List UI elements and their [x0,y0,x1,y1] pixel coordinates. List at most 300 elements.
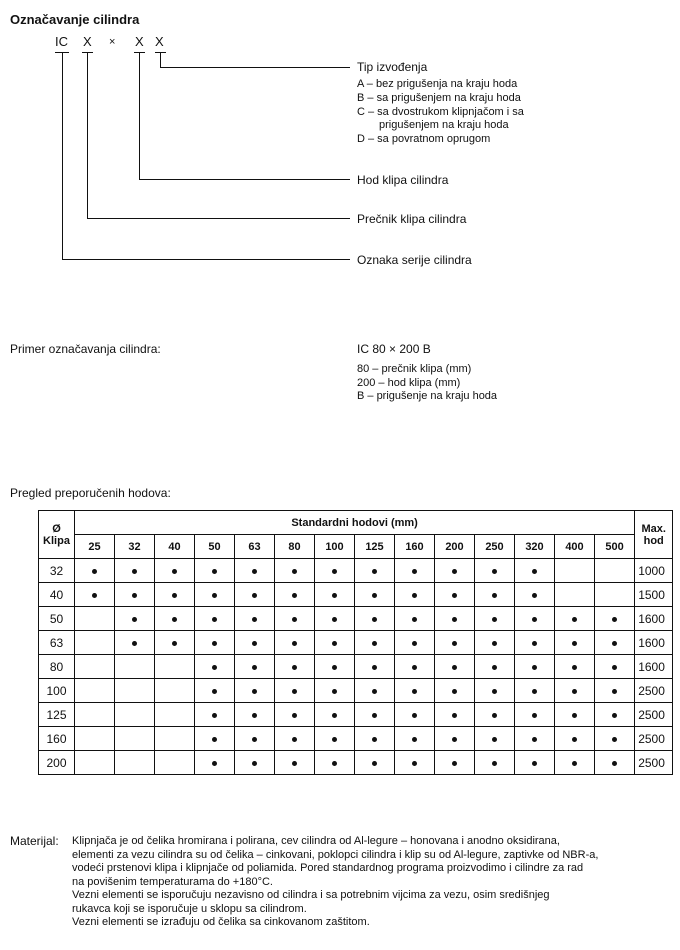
stroke-cell [195,703,235,727]
stroke-cell [595,679,635,703]
stroke-cell [315,631,355,655]
stroke-cell [275,631,315,655]
type-title: Tip izvođenja [357,60,428,74]
stroke-cell [235,679,275,703]
stroke-cell [395,679,435,703]
available-dot-icon [532,713,537,718]
available-dot-icon [572,689,577,694]
available-dot-icon [332,713,337,718]
available-dot-icon [412,713,417,718]
stroke-cell [235,703,275,727]
stroke-table-body [39,559,673,775]
stroke-cell [115,655,155,679]
max-stroke-cell: 1500 [635,583,673,607]
example-line-type: B – prigušenje na kraju hoda [357,390,498,402]
stroke-cell [355,751,395,775]
table-row [39,559,673,583]
stroke-cell [75,583,115,607]
max-stroke-cell: 2500 [635,703,673,727]
available-dot-icon [492,689,497,694]
available-dot-icon [372,593,377,598]
stroke-cell [275,583,315,607]
max-stroke-cell: 2500 [635,751,673,775]
diameter-cell: 80 [39,655,75,679]
available-dot-icon [492,665,497,670]
available-dot-icon [412,569,417,574]
available-dot-icon [452,689,457,694]
stroke-cell [515,655,555,679]
stroke-cell [435,607,475,631]
stroke-cell [115,751,155,775]
stroke-header-cell: 200 [435,535,475,559]
available-dot-icon [572,713,577,718]
code-diameter: X [83,34,92,49]
diameter-header-label: Klipa [43,534,70,547]
available-dot-icon [612,689,617,694]
available-dot-icon [92,593,97,598]
available-dot-icon [532,665,537,670]
stroke-cell [515,751,555,775]
available-dot-icon [492,761,497,766]
available-dot-icon [252,713,257,718]
available-dot-icon [252,689,257,694]
stroke-cell [75,559,115,583]
stroke-cell [555,583,595,607]
table-row [39,583,673,607]
available-dot-icon [132,617,137,622]
available-dot-icon [372,737,377,742]
available-dot-icon [292,641,297,646]
stroke-cell [275,751,315,775]
stroke-cell [195,679,235,703]
diameter-cell: 200 [39,751,75,775]
table-row [39,703,673,727]
code-stroke: X [135,34,144,49]
stroke-cell [235,631,275,655]
stroke-cell [515,703,555,727]
stroke-cell [275,679,315,703]
stroke-cell [195,631,235,655]
available-dot-icon [492,713,497,718]
available-dot-icon [132,569,137,574]
stroke-cell [475,751,515,775]
stroke-cell [235,727,275,751]
stroke-cell [115,679,155,703]
available-dot-icon [612,761,617,766]
available-dot-icon [572,641,577,646]
stroke-cell [115,703,155,727]
available-dot-icon [292,761,297,766]
stroke-cell [115,559,155,583]
stroke-cell [515,559,555,583]
available-dot-icon [172,569,177,574]
available-dot-icon [612,737,617,742]
available-dot-icon [412,665,417,670]
stroke-header-cell: 125 [355,535,395,559]
stroke-cell [115,727,155,751]
stroke-header-cell: 32 [115,535,155,559]
leader-series-h [62,259,350,260]
available-dot-icon [452,569,457,574]
available-dot-icon [452,737,457,742]
stroke-cell [75,727,115,751]
stroke-cell [155,631,195,655]
leader-series-v [62,52,63,260]
series-label: Oznaka serije cilindra [357,253,472,267]
available-dot-icon [532,641,537,646]
available-dot-icon [252,737,257,742]
available-dot-icon [612,713,617,718]
stroke-cell [315,655,355,679]
stroke-cell [555,727,595,751]
stroke-cell [315,679,355,703]
available-dot-icon [532,761,537,766]
example-line-stroke: 200 – hod klipa (mm) [357,377,461,389]
stroke-cell [395,583,435,607]
stroke-cell [155,607,195,631]
stroke-cell [315,703,355,727]
available-dot-icon [372,665,377,670]
stroke-cell [555,607,595,631]
leader-type-v [160,52,161,68]
available-dot-icon [372,569,377,574]
designation-title: Označavanje cilindra [10,12,140,27]
type-option-b: B – sa prigušenjem na kraju hoda [357,92,521,104]
type-option-c: C – sa dvostrukom klipnjačom i sa [357,106,524,118]
stroke-cell [315,727,355,751]
available-dot-icon [452,761,457,766]
available-dot-icon [452,617,457,622]
stroke-cell [435,631,475,655]
stroke-cell [115,631,155,655]
available-dot-icon [212,737,217,742]
available-dot-icon [252,761,257,766]
available-dot-icon [132,641,137,646]
example-label: Primer označavanja cilindra: [10,342,161,356]
type-option-a: A – bez prigušenja na kraju hoda [357,78,518,90]
stroke-cell [155,751,195,775]
max-stroke-cell: 1000 [635,559,673,583]
stroke-cell [435,679,475,703]
stroke-cell [435,559,475,583]
stroke-cell [275,607,315,631]
available-dot-icon [212,665,217,670]
stroke-header-cell: 50 [195,535,235,559]
stroke-cell [515,631,555,655]
available-dot-icon [172,593,177,598]
stroke-cell [395,727,435,751]
available-dot-icon [332,569,337,574]
available-dot-icon [532,569,537,574]
table-title: Pregled preporučenih hodova: [10,486,171,500]
available-dot-icon [492,569,497,574]
diameter-cell: 40 [39,583,75,607]
table-row [39,607,673,631]
available-dot-icon [572,761,577,766]
stroke-cell [395,559,435,583]
available-dot-icon [92,569,97,574]
code-type: X [155,34,164,49]
available-dot-icon [532,617,537,622]
stroke-cell [555,631,595,655]
stroke-cell [595,655,635,679]
diameter-cell: 63 [39,631,75,655]
available-dot-icon [332,641,337,646]
available-dot-icon [212,761,217,766]
stroke-cell [475,631,515,655]
max-stroke-cell: 1600 [635,607,673,631]
diameter-cell: 160 [39,727,75,751]
stroke-cell [355,655,395,679]
leader-diameter-h [87,218,350,219]
stroke-cell [235,559,275,583]
stroke-cell [595,751,635,775]
available-dot-icon [212,617,217,622]
stroke-cell [275,727,315,751]
available-dot-icon [492,737,497,742]
stroke-cell [395,751,435,775]
max-header-line2: hod [643,534,664,547]
stroke-cell [595,583,635,607]
available-dot-icon [612,641,617,646]
available-dot-icon [252,569,257,574]
available-dot-icon [292,737,297,742]
stroke-cell [195,607,235,631]
stroke-cell [355,631,395,655]
stroke-cell [155,727,195,751]
stroke-cell [155,703,195,727]
stroke-cell [75,655,115,679]
available-dot-icon [372,689,377,694]
diameter-header [39,511,75,559]
stroke-cell [555,679,595,703]
stroke-cell [475,679,515,703]
available-dot-icon [292,593,297,598]
stroke-cell [555,655,595,679]
stroke-cell [435,751,475,775]
stroke-cell [195,559,235,583]
leader-stroke-v [139,52,140,180]
stroke-values-row [39,535,673,559]
stroke-cell [315,607,355,631]
stroke-cell [75,679,115,703]
stroke-cell [235,607,275,631]
available-dot-icon [292,617,297,622]
stroke-header-cell: 250 [475,535,515,559]
max-header-line1: Max. [641,522,666,535]
stroke-header-cell: 160 [395,535,435,559]
material-line: elementi za vezu cilindra su od čelika – cinkovani, poklopci cilindra i klip su od Al-legure, zaptivke od NBR-a, [72,848,599,861]
stroke-cell [475,559,515,583]
stroke-cell [595,607,635,631]
strokes-header: Standardni hodovi (mm) [75,511,635,535]
code-series: IC [55,34,68,49]
diameter-cell: 32 [39,559,75,583]
stroke-cell [195,751,235,775]
available-dot-icon [332,617,337,622]
available-dot-icon [532,737,537,742]
available-dot-icon [252,641,257,646]
example-code: IC 80 × 200 B [357,342,431,356]
stroke-cell [595,559,635,583]
available-dot-icon [332,665,337,670]
stroke-cell [315,583,355,607]
table-row [39,679,673,703]
table-row [39,655,673,679]
available-dot-icon [452,593,457,598]
stroke-cell [155,655,195,679]
stroke-cell [315,751,355,775]
stroke-cell [595,631,635,655]
stroke-cell [435,703,475,727]
material-text [72,835,652,930]
table-row [39,727,673,751]
stroke-cell [155,679,195,703]
stroke-cell [595,727,635,751]
available-dot-icon [252,593,257,598]
available-dot-icon [332,689,337,694]
available-dot-icon [452,641,457,646]
max-header [635,511,673,559]
available-dot-icon [572,737,577,742]
stroke-cell [355,583,395,607]
available-dot-icon [292,713,297,718]
available-dot-icon [412,689,417,694]
stroke-cell [475,607,515,631]
stroke-cell [395,703,435,727]
leader-type-h [160,67,350,68]
available-dot-icon [372,641,377,646]
stroke-cell [595,703,635,727]
available-dot-icon [292,569,297,574]
table-row [39,751,673,775]
available-dot-icon [332,761,337,766]
stroke-cell [555,703,595,727]
stroke-cell [275,703,315,727]
diameter-cell: 50 [39,607,75,631]
diameter-header-symbol: Ø [52,522,61,535]
leader-stroke-h [139,179,350,180]
table-row [39,631,673,655]
stroke-cell [315,559,355,583]
stroke-cell [75,703,115,727]
available-dot-icon [492,641,497,646]
stroke-cell [435,727,475,751]
max-stroke-cell: 2500 [635,727,673,751]
stroke-cell [195,655,235,679]
stroke-cell [75,751,115,775]
stroke-header-cell: 80 [275,535,315,559]
available-dot-icon [532,593,537,598]
stroke-cell [555,559,595,583]
stroke-cell [355,703,395,727]
stroke-header-cell: 63 [235,535,275,559]
stroke-cell [515,727,555,751]
available-dot-icon [412,761,417,766]
diameter-cell: 125 [39,703,75,727]
stroke-cell [475,655,515,679]
stroke-cell [355,559,395,583]
material-line: vodeći prstenovi klipa i klipnjače od poliamida. Pored standardnog programa proizvodimo i cilindre za rad [72,862,584,874]
available-dot-icon [212,713,217,718]
stroke-cell [435,655,475,679]
stroke-cell [235,655,275,679]
available-dot-icon [492,593,497,598]
stroke-cell [515,679,555,703]
example-line-diameter: 80 – prečnik klipa (mm) [357,363,472,375]
available-dot-icon [212,593,217,598]
stroke-cell [395,655,435,679]
available-dot-icon [412,617,417,622]
max-stroke-cell: 2500 [635,679,673,703]
max-stroke-cell: 1600 [635,655,673,679]
stroke-cell [395,631,435,655]
stroke-header-cell: 500 [595,535,635,559]
max-stroke-cell: 1600 [635,631,673,655]
stroke-cell [195,727,235,751]
stroke-cell [435,583,475,607]
available-dot-icon [372,713,377,718]
diameter-label: Prečnik klipa cilindra [357,212,467,226]
stroke-cell [355,727,395,751]
stroke-cell [235,751,275,775]
code-times: × [109,36,116,48]
stroke-cell [235,583,275,607]
stroke-cell [355,607,395,631]
available-dot-icon [132,593,137,598]
stroke-header-cell: 320 [515,535,555,559]
stroke-header-cell: 25 [75,535,115,559]
available-dot-icon [372,761,377,766]
available-dot-icon [612,665,617,670]
available-dot-icon [412,593,417,598]
stroke-cell [355,679,395,703]
material-line: Klipnjača je od čelika hromirana i polirana, cev cilindra od Al-legure – honovana i anodno oksidirana, [72,835,560,847]
available-dot-icon [532,689,537,694]
stroke-cell [75,607,115,631]
available-dot-icon [212,641,217,646]
stroke-cell [475,583,515,607]
available-dot-icon [572,617,577,622]
stroke-cell [395,607,435,631]
stroke-cell [115,607,155,631]
available-dot-icon [572,665,577,670]
leader-diameter-v [87,52,88,219]
available-dot-icon [252,617,257,622]
available-dot-icon [412,641,417,646]
stroke-header-cell: 100 [315,535,355,559]
material-line: rukavca koji se isporučuje u sklopu sa cilindrom. [72,902,307,915]
stroke-cell [195,583,235,607]
available-dot-icon [292,689,297,694]
available-dot-icon [332,593,337,598]
stroke-cell [475,727,515,751]
available-dot-icon [252,665,257,670]
material-line: Vezni elementi se izrađuju od čelika sa cinkovanom zaštitom. [72,916,370,928]
available-dot-icon [172,641,177,646]
diameter-cell: 100 [39,679,75,703]
material-line: na povišenim temperaturama do +180°C. [72,875,273,888]
stroke-header-cell: 40 [155,535,195,559]
stroke-cell [275,655,315,679]
available-dot-icon [452,665,457,670]
available-dot-icon [492,617,497,622]
type-option-d: D – sa povratnom oprugom [357,133,491,145]
stroke-cell [115,583,155,607]
available-dot-icon [452,713,457,718]
stroke-header-cell: 400 [555,535,595,559]
available-dot-icon [332,737,337,742]
